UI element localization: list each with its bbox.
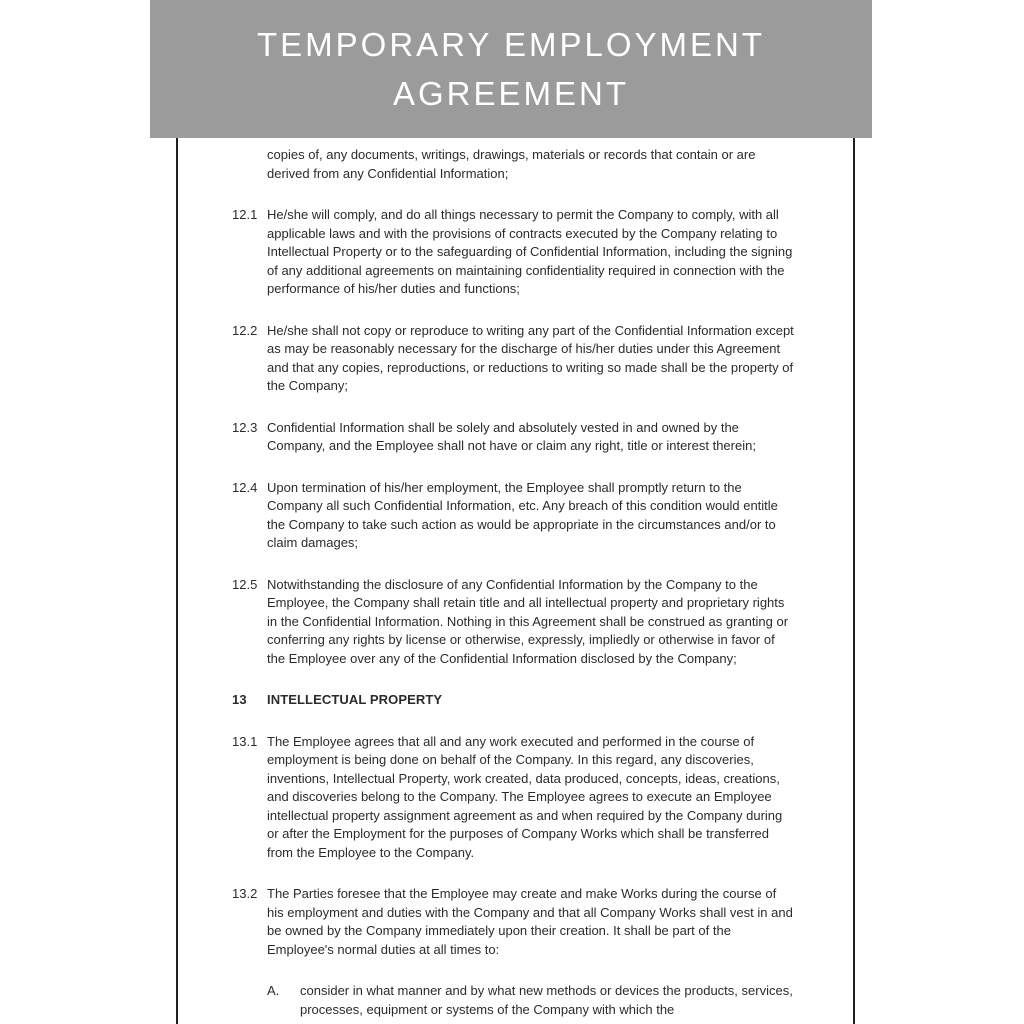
document-content [178, 138, 853, 1019]
clause-text: The Parties foresee that the Employee may create and make Works during the course of his employment and duties with the Company and that all Company Works shall vest in and be owned by the Company immediately upon their creation. It shall be part of the Employee's normal duties at all times to: [267, 886, 793, 957]
clause-number: 12.1 [232, 207, 258, 222]
document-page [176, 138, 855, 1024]
clause-text: INTELLECTUAL PROPERTY [267, 692, 443, 707]
clause-number: 13.1 [232, 733, 258, 749]
clause-text: Upon termination of his/her employment, the Employee shall promptly return to the Company all such Confidential Information, etc. Any breach of this condition would entitle the Company to take such action as would be appropriate in the circumstances and/or to claim damages; [267, 479, 778, 550]
document-header-banner [150, 0, 872, 138]
document-title-line-2: AGREEMENT [392, 75, 630, 112]
clause-number: 12.2 [232, 322, 258, 338]
clause-row [232, 479, 795, 553]
clause-number: 12.3 [232, 419, 258, 435]
clause-row [232, 206, 795, 299]
clause-number: 13.2 [232, 886, 258, 901]
clause-text: Confidential Information shall be solely and absolutely vested in and owned by the Company, and the Employee shall not have or claim any right, title or interest therein; [267, 419, 756, 453]
clause-row [232, 322, 795, 396]
clause-row [232, 885, 795, 959]
clause-number: 13 [232, 692, 247, 707]
clause-text: copies of, any documents, writings, drawings, materials or records that contain or are derived from any Confidential Information; [267, 147, 756, 181]
clause-number: A. [267, 983, 280, 998]
clause-row [232, 733, 795, 863]
clause-number [232, 146, 267, 183]
clause-text: The Employee agrees that all and any work executed and performed in the course of employment is being done on behalf of the Company. In this regard, any discoveries, inventions, Intellectual Property, work created, data produced, concepts, ideas, creations, and discoveries belong to the Company. The Employee agrees to execute an Employee intellectual property assignment agreement as and when required by the Company during or after the Employment for the purposes of Company Works which shall be transferred from the Employee to the Company. [267, 733, 783, 860]
clause-text: He/she shall not copy or reproduce to writing any part of the Confidential Information except as may be reasonably necessary for the discharge of his/her duties under this Agreement and that any copies, reproductions, or reductions to writing so made shall be the property of the Company; [267, 322, 794, 393]
clause-text: consider in what manner and by what new methods or devices the products, services, processes, equipment or systems of the Company with which the [300, 983, 793, 1017]
clause-row [232, 146, 795, 183]
clause-row [232, 691, 795, 710]
clause-row [232, 576, 795, 669]
clause-number: 12.4 [232, 479, 258, 495]
clause-row [267, 982, 795, 1019]
document-title-line-1: TEMPORARY EMPLOYMENT [256, 26, 766, 63]
clause-text: He/she will comply, and do all things necessary to permit the Company to comply, with all applicable laws and with the provisions of contracts executed by the Company relating to Intellectual Property or to the safeguarding of Confidential Information, including the signing of any additional agreements on maintaining confidentiality required in connection with the performance of his/her duties and functions; [267, 207, 793, 296]
clause-text: Notwithstanding the disclosure of any Confidential Information by the Company to the Employee, the Company shall retain title and all intellectual property and proprietary rights in the Confidential Information. Nothing in this Agreement shall be construed as granting or conferring any rights by license or otherwise, expressly, impliedly or otherwise in favor of the Employee over any of the Confidential Information disclosed by the Company; [267, 576, 789, 666]
clause-row [232, 419, 795, 456]
clause-number: 12.5 [232, 576, 258, 592]
